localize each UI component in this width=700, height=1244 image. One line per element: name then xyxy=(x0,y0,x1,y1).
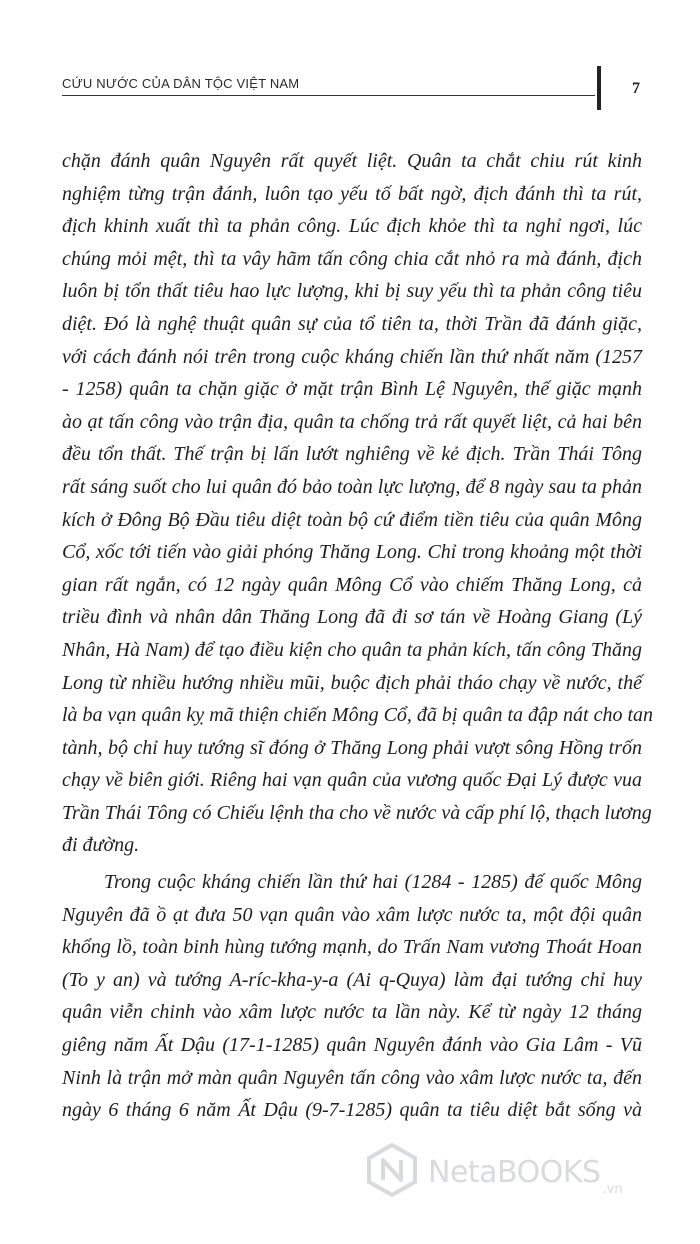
paragraph-2 xyxy=(62,866,642,1127)
running-title: CỨU NƯỚC CỦA DÂN TỘC VIỆT NAM xyxy=(62,76,300,91)
text-line: Long từ nhiều hướng nhiều mũi, buộc địch phải tháo chạy về nước, thế xyxy=(62,671,642,694)
text-line: luôn bị tổn thất tiêu hao lực lượng, khi bị suy yếu thì ta phản công tiêu xyxy=(62,280,642,303)
text-line: rất sáng suốt cho lui quân đó bảo toàn lực lượng, để 8 ngày sau ta phản xyxy=(62,475,642,498)
text-line: với cách đánh nói trên trong cuộc kháng chiến lần thứ nhất năm (1257 xyxy=(62,345,642,368)
text-line: là ba vạn quân kỵ mã thiện chiến Mông Cổ, đã bị quân ta đập nát cho tan xyxy=(62,704,654,727)
text-line: ngày 6 tháng 6 năm Ất Dậu (9-7-1285) quân ta tiêu diệt bắt sống và xyxy=(62,1099,642,1122)
text-line: diệt. Đó là nghệ thuật quân sự của tổ tiên ta, thời Trần đã đánh giặc, xyxy=(62,312,642,335)
text-line: đi đường. xyxy=(62,834,140,857)
text-line: nghiệm từng trận đánh, luôn tạo yếu tố bất ngờ, địch đánh thì ta rút, xyxy=(62,182,642,205)
header-vertical-bar xyxy=(597,66,601,110)
paragraph-1 xyxy=(62,145,654,862)
page-number: 7 xyxy=(632,80,640,97)
text-line: Trần Thái Tông có Chiếu lệnh tha cho về nước và cấp phí lộ, thạch lương xyxy=(62,801,652,824)
text-line: địch khinh xuất thì ta phản công. Lúc địch khỏe thì ta nghỉ ngơi, lúc xyxy=(62,215,642,238)
text-line: khổng lồ, toàn binh hùng tướng mạnh, do Trấn Nam vương Thoát Hoan xyxy=(62,936,642,959)
text-line: Nhân, Hà Nam) để tạo điều kiện cho quân ta phản kích, tấn công Thăng xyxy=(62,638,642,661)
text-line: ào ạt tấn công vào trận địa, quân ta chống trả rất quyết liệt, cả hai bên xyxy=(62,410,642,433)
text-line: quân viễn chinh vào xâm lược nước ta lần này. Kể từ ngày 12 tháng xyxy=(62,1001,642,1024)
text-line: tành, bộ chỉ huy tướng sĩ đóng ở Thăng Long phải vượt sông Hồng trốn xyxy=(62,736,642,759)
text-line: chạy về biên giới. Riêng hai vạn quân của vương quốc Đại Lý được vua xyxy=(62,769,642,792)
text-line: đều tổn thất. Thế trận bị lấn lướt nghiêng về kẻ địch. Trần Thái Tông xyxy=(62,443,642,466)
header-rule xyxy=(62,95,595,96)
text-line: triều đình và nhân dân Thăng Long đã đi sơ tán về Hoàng Giang (Lý xyxy=(62,606,642,629)
text-line: Ninh là trận mở màn quân Nguyên tấn công vào xâm lược nước ta, đến xyxy=(62,1066,642,1089)
text-line: Cổ, xốc tới tiến vào giải phóng Thăng Long. Chỉ trong khoảng một thời xyxy=(62,541,642,564)
text-line: chúng mỏi mệt, thì ta vây hãm tấn công chia cắt nhỏ ra mà đánh, địch xyxy=(62,247,642,270)
book-logo-icon xyxy=(364,1142,420,1203)
text-line: - 1258) quân ta chặn giặc ở mặt trận Bình Lệ Nguyên, thế giặc mạnh xyxy=(62,378,642,401)
text-line: Nguyên đã ồ ạt đưa 50 vạn quân vào xâm lược nước ta, một đội quân xyxy=(62,903,642,926)
body-text xyxy=(62,145,654,1127)
text-line: chặn đánh quân Nguyên rất quyết liệt. Quân ta chắt chiu rút kinh xyxy=(62,150,642,172)
text-line: kích ở Đông Bộ Đầu tiêu diệt toàn bộ cứ điểm tiền tiêu của quân Mông xyxy=(62,508,642,531)
watermark xyxy=(364,1142,623,1203)
watermark-suffix: .vn xyxy=(602,1182,623,1197)
watermark-brand: NetaBOOKS xyxy=(428,1155,601,1190)
text-line: (To y an) và tướng A-ríc-kha-y-a (Ai q-Quya) làm đại tướng chỉ huy xyxy=(62,968,642,991)
text-line: Trong cuộc kháng chiến lần thứ hai (1284 - 1285) đế quốc Mông xyxy=(104,871,642,894)
text-line: gian rất ngắn, có 12 ngày quân Mông Cổ vào chiếm Thăng Long, cả xyxy=(62,573,642,596)
text-line: giêng năm Ất Dậu (17-1-1285) quân Nguyên đánh vào Gia Lâm - Vũ xyxy=(62,1034,642,1057)
